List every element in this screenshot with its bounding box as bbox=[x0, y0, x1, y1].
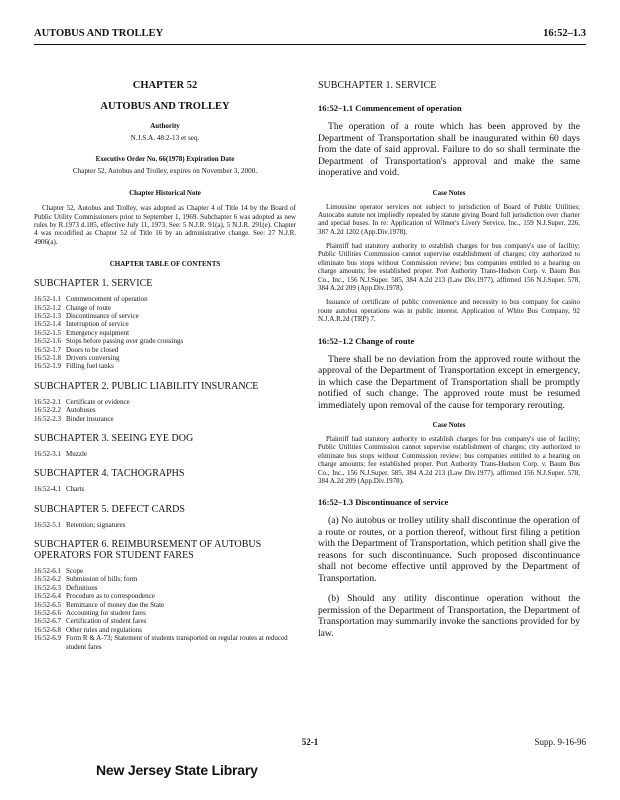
toc-entry bbox=[34, 304, 296, 312]
toc-entry-number: 16:52-2.3 bbox=[34, 414, 62, 423]
chapter-name: AUTOBUS AND TROLLEY bbox=[100, 101, 230, 112]
subchapter-title: SUBCHAPTER 1. SERVICE bbox=[318, 80, 437, 91]
toc-entry-number: 16:52-1.5 bbox=[34, 328, 62, 337]
toc-entry bbox=[34, 601, 296, 609]
section-body-1-2: There shall be no deviation from the approved route without the approval of the Department of Transportation except in emergency, in which case the Department of Transportation shall be promptly notified of such change. The approved route must be resumed immediately upon removal of the cause for temporary rerouting. bbox=[318, 353, 580, 411]
toc-entry-title: Charts bbox=[66, 485, 85, 494]
exec-order-heading: Executive Order No. 66(1978) Expiration Date bbox=[95, 154, 235, 163]
toc-entry-number: 16:52-6.5 bbox=[34, 600, 62, 609]
toc-entry bbox=[34, 406, 296, 414]
toc-entry-number: 16:52-5.1 bbox=[34, 520, 62, 529]
case-notes-heading: Case Notes bbox=[432, 421, 466, 430]
toc-subchapter-heading: SUBCHAPTER 6. REIMBURSEMENT OF AUTOBUS OPERATORS FOR STUDENT FARES bbox=[34, 539, 262, 562]
historical-note-heading: Chapter Historical Note bbox=[129, 189, 201, 198]
toc-entry-number: 16:52-4.1 bbox=[34, 485, 62, 494]
library-stamp: New Jersey State Library bbox=[96, 762, 258, 778]
toc-section-list bbox=[34, 485, 296, 493]
toc-entry-number: 16:52-2.1 bbox=[34, 397, 62, 406]
table-of-contents bbox=[34, 278, 296, 651]
toc-entry-title: Procedure as to correspondence bbox=[66, 592, 155, 601]
section-heading-1-3: 16:52–1.3 Discontinuance of service bbox=[318, 497, 449, 508]
toc-entry bbox=[34, 575, 296, 583]
toc-entry bbox=[34, 567, 296, 575]
toc-entry bbox=[34, 584, 296, 592]
toc-entry-number: 16:52-6.8 bbox=[34, 625, 62, 634]
case-note: Plaintiff had statutory authority to establish charges for bus company's use of facility; Public Utilities Commission cannot supervise establishment of charges; city authorized to eliminate bus stops without Commission review; bus companies entitled to a hearing on charge amounts; fee established proper. Port Authority Trans-Hudson Corp. v. Baum Bus Co., Inc., 156 N.J.Super. 585, 384 A.2d 213 (Law Div.1977), affirmed 156 N.J.Super. 578, 384 A.2d 209 (App.Div.1978). bbox=[318, 435, 580, 486]
toc-entry bbox=[34, 617, 296, 625]
toc-entry bbox=[34, 398, 296, 406]
toc-entry-title: Filling fuel tanks bbox=[66, 362, 114, 371]
toc-entry-title: Definitions bbox=[66, 583, 98, 592]
toc-entry-title: Doors to be closed bbox=[66, 345, 119, 354]
header-rule bbox=[34, 44, 586, 45]
toc-subchapter-heading: SUBCHAPTER 1. SERVICE bbox=[34, 278, 153, 290]
toc-subchapter-heading: SUBCHAPTER 3. SEEING EYE DOG bbox=[34, 432, 194, 444]
toc-entry-number: 16:52-1.1 bbox=[34, 295, 62, 304]
toc-entry-number: 16:52-1.3 bbox=[34, 312, 62, 321]
historical-note-text: Chapter 52, Autobus and Trolley, was adopted as Chapter 4 of Title 14 by the Board of Public Utility Commissioners prior to September 1, 1969. Subchapter 6 was adopted as new rules by R.1973 d.185, effective July 11, 1973. See: 5 N.J.R. 91(a), 5 N.J.R. 291(e). Chapter 4 was recodified as Chapter 52 of Title 16 by an administrative change. See: 27 N.J.R. 4906(a). bbox=[34, 204, 296, 246]
toc-entry bbox=[34, 337, 296, 345]
section-body-1-3-a: (a) No autobus or trolley utility shall discontinue the operation of a route or routes, or a portion thereof, without first filing a petition with the Department of Transportation, which petition shall give the reasons for such discontinuance. Such proposed discontinuance shall not become effective until approved by the Department of Transportation. bbox=[318, 515, 580, 584]
toc-entry-title: Change of route bbox=[66, 303, 112, 312]
section-heading-1-1: 16:52–1.1 Commencement of operation bbox=[318, 103, 462, 113]
toc-entry bbox=[34, 329, 296, 337]
toc-entry-title: Form R & A-73; Statement of students transported on regular routes at reduced student fares bbox=[66, 634, 288, 651]
toc-entry bbox=[34, 592, 296, 600]
toc-heading: CHAPTER TABLE OF CONTENTS bbox=[109, 260, 221, 269]
header-title: AUTOBUS AND TROLLEY bbox=[34, 28, 164, 39]
toc-subchapter-heading: SUBCHAPTER 2. PUBLIC LIABILITY INSURANCE bbox=[34, 380, 259, 392]
toc-entry-title: Commencement of operation bbox=[66, 295, 148, 304]
toc-entry-number: 16:52-6.7 bbox=[34, 617, 62, 626]
toc-entry-number: 16:52-6.6 bbox=[34, 609, 62, 618]
toc-entry-title: Submission of bills; form bbox=[66, 575, 138, 584]
toc-entry-title: Binder insurance bbox=[66, 414, 114, 423]
toc-entry-number: 16:52-3.1 bbox=[34, 449, 62, 458]
toc-entry-number: 16:52-6.3 bbox=[34, 583, 62, 592]
section-heading-1-2: 16:52–1.2 Change of route bbox=[318, 335, 415, 346]
toc-entry bbox=[34, 346, 296, 354]
toc-section-list bbox=[34, 521, 296, 529]
toc-entry-title: Emergency equipment bbox=[66, 328, 130, 337]
toc-entry-number: 16:52-6.2 bbox=[34, 575, 62, 584]
toc-entry bbox=[34, 295, 296, 303]
toc-entry-number: 16:52-6.9 bbox=[34, 634, 62, 643]
case-notes-heading: Case Notes bbox=[432, 188, 466, 197]
toc-entry-title: Interruption of service bbox=[66, 320, 129, 329]
case-note: Plaintiff had statutory authority to establish charges for bus company's use of facility; Public Utilities Commission cannot supervise establishment of charges; city authorized to eliminate bus stops without Commission review; bus companies entitled to a hearing on charge amounts; fee established proper. Port Authority Trans-Hudson Corp. v. Baum Bus Co., Inc., 156 N.J.Super. 585, 384 A.2d 213 (Law Div.1977), affirmed 156 N.J.Super. 578, 384 A.2d 209 (App.Div.1978). bbox=[318, 242, 580, 293]
chapter-number: CHAPTER 52 bbox=[132, 80, 198, 91]
toc-entry-number: 16:52-1.2 bbox=[34, 303, 62, 312]
toc-entry bbox=[34, 609, 296, 617]
toc-entry-title: Drivers conversing bbox=[66, 353, 120, 362]
toc-entry-title: Remittance of money due the State bbox=[66, 600, 165, 609]
toc-entry-title: Certificate or evidence bbox=[66, 397, 130, 406]
toc-entry-number: 16:52-2.2 bbox=[34, 406, 62, 415]
toc-entry-number: 16:52-6.1 bbox=[34, 567, 62, 576]
toc-subchapter-heading: SUBCHAPTER 5. DEFECT CARDS bbox=[34, 503, 185, 515]
toc-entry-title: Scope bbox=[66, 567, 84, 576]
section-body-1-1: The operation of a route which has been approved by the Department of Transportation shall be inaugurated within 60 days from the date of said approval. Failure to do so shall terminate the Department of Transportation's approval and make the same inoperative and void. bbox=[318, 121, 580, 178]
toc-entry-title: Muzzle bbox=[66, 449, 87, 458]
case-note: Issuance of certificate of public convenience and necessity to bus company for casino route autobus operations was in public interest. Application of White Bus Company, 92 N.J.A.R.2d (TRP) 7. bbox=[318, 298, 580, 324]
toc-entry bbox=[34, 312, 296, 320]
toc-entry bbox=[34, 354, 296, 362]
right-column bbox=[318, 80, 580, 639]
left-column bbox=[34, 80, 296, 651]
toc-entry-title: Autobuses bbox=[66, 406, 96, 415]
case-note: Limousine operator services not subject to jurisdiction of Board of Public Utilities; Autocabs statute not impliedly repealed by statute giving Board full jurisdiction over charter and special buses. In re: Application of Wilmer's Livery Service, Inc., 159 N.J.Super. 226, 387 A.2d 1202 (App.Div.1978). bbox=[318, 202, 580, 236]
toc-entry-number: 16:52-1.4 bbox=[34, 320, 62, 329]
toc-entry-title: Retention; signatures bbox=[66, 520, 126, 529]
toc-entry bbox=[34, 362, 296, 370]
toc-section-list bbox=[34, 398, 296, 423]
toc-entry-title: Other rules and regulations bbox=[66, 625, 143, 634]
section-body-1-3-b: (b) Should any utility discontinue operation without the permission of the Department of Transportation, the Department of Transportation may summarily invoke the sanctions provided for by law. bbox=[318, 593, 580, 639]
running-header bbox=[34, 28, 586, 42]
toc-entry-number: 16:52-1.7 bbox=[34, 345, 62, 354]
toc-entry-title: Discontinuance of service bbox=[66, 312, 139, 321]
toc-entry-number: 16:52-6.4 bbox=[34, 592, 62, 601]
supplement-date: Supp. 9-16-96 bbox=[534, 737, 586, 747]
toc-entry-title: Certification of student fares bbox=[66, 617, 147, 626]
toc-entry bbox=[34, 485, 296, 493]
header-section-number: 16:52–1.3 bbox=[543, 28, 586, 39]
toc-entry bbox=[34, 634, 296, 651]
toc-entry-number: 16:52-1.8 bbox=[34, 353, 62, 362]
toc-entry bbox=[34, 450, 296, 458]
toc-entry bbox=[34, 415, 296, 423]
toc-section-list bbox=[34, 567, 296, 651]
authority-text: N.J.S.A. 48:2-13 et seq. bbox=[130, 134, 200, 142]
toc-section-list bbox=[34, 450, 296, 458]
authority-heading: Authority bbox=[150, 122, 180, 130]
toc-entry bbox=[34, 521, 296, 529]
toc-entry-title: Accounting for student fares bbox=[66, 609, 146, 618]
toc-subchapter-heading: SUBCHAPTER 4. TACHOGRAPHS bbox=[34, 468, 185, 480]
toc-entry-number: 16:52-1.6 bbox=[34, 337, 62, 346]
exec-order-text: Chapter 52, Autobus and Trolley, expires on November 3, 2000. bbox=[72, 166, 258, 175]
toc-entry bbox=[34, 626, 296, 634]
toc-section-list bbox=[34, 295, 296, 371]
page-number: 52-1 bbox=[301, 737, 319, 747]
toc-entry bbox=[34, 320, 296, 328]
toc-entry-number: 16:52-1.9 bbox=[34, 362, 62, 371]
toc-entry-title: Stops before passing over grade crossings bbox=[66, 337, 184, 346]
